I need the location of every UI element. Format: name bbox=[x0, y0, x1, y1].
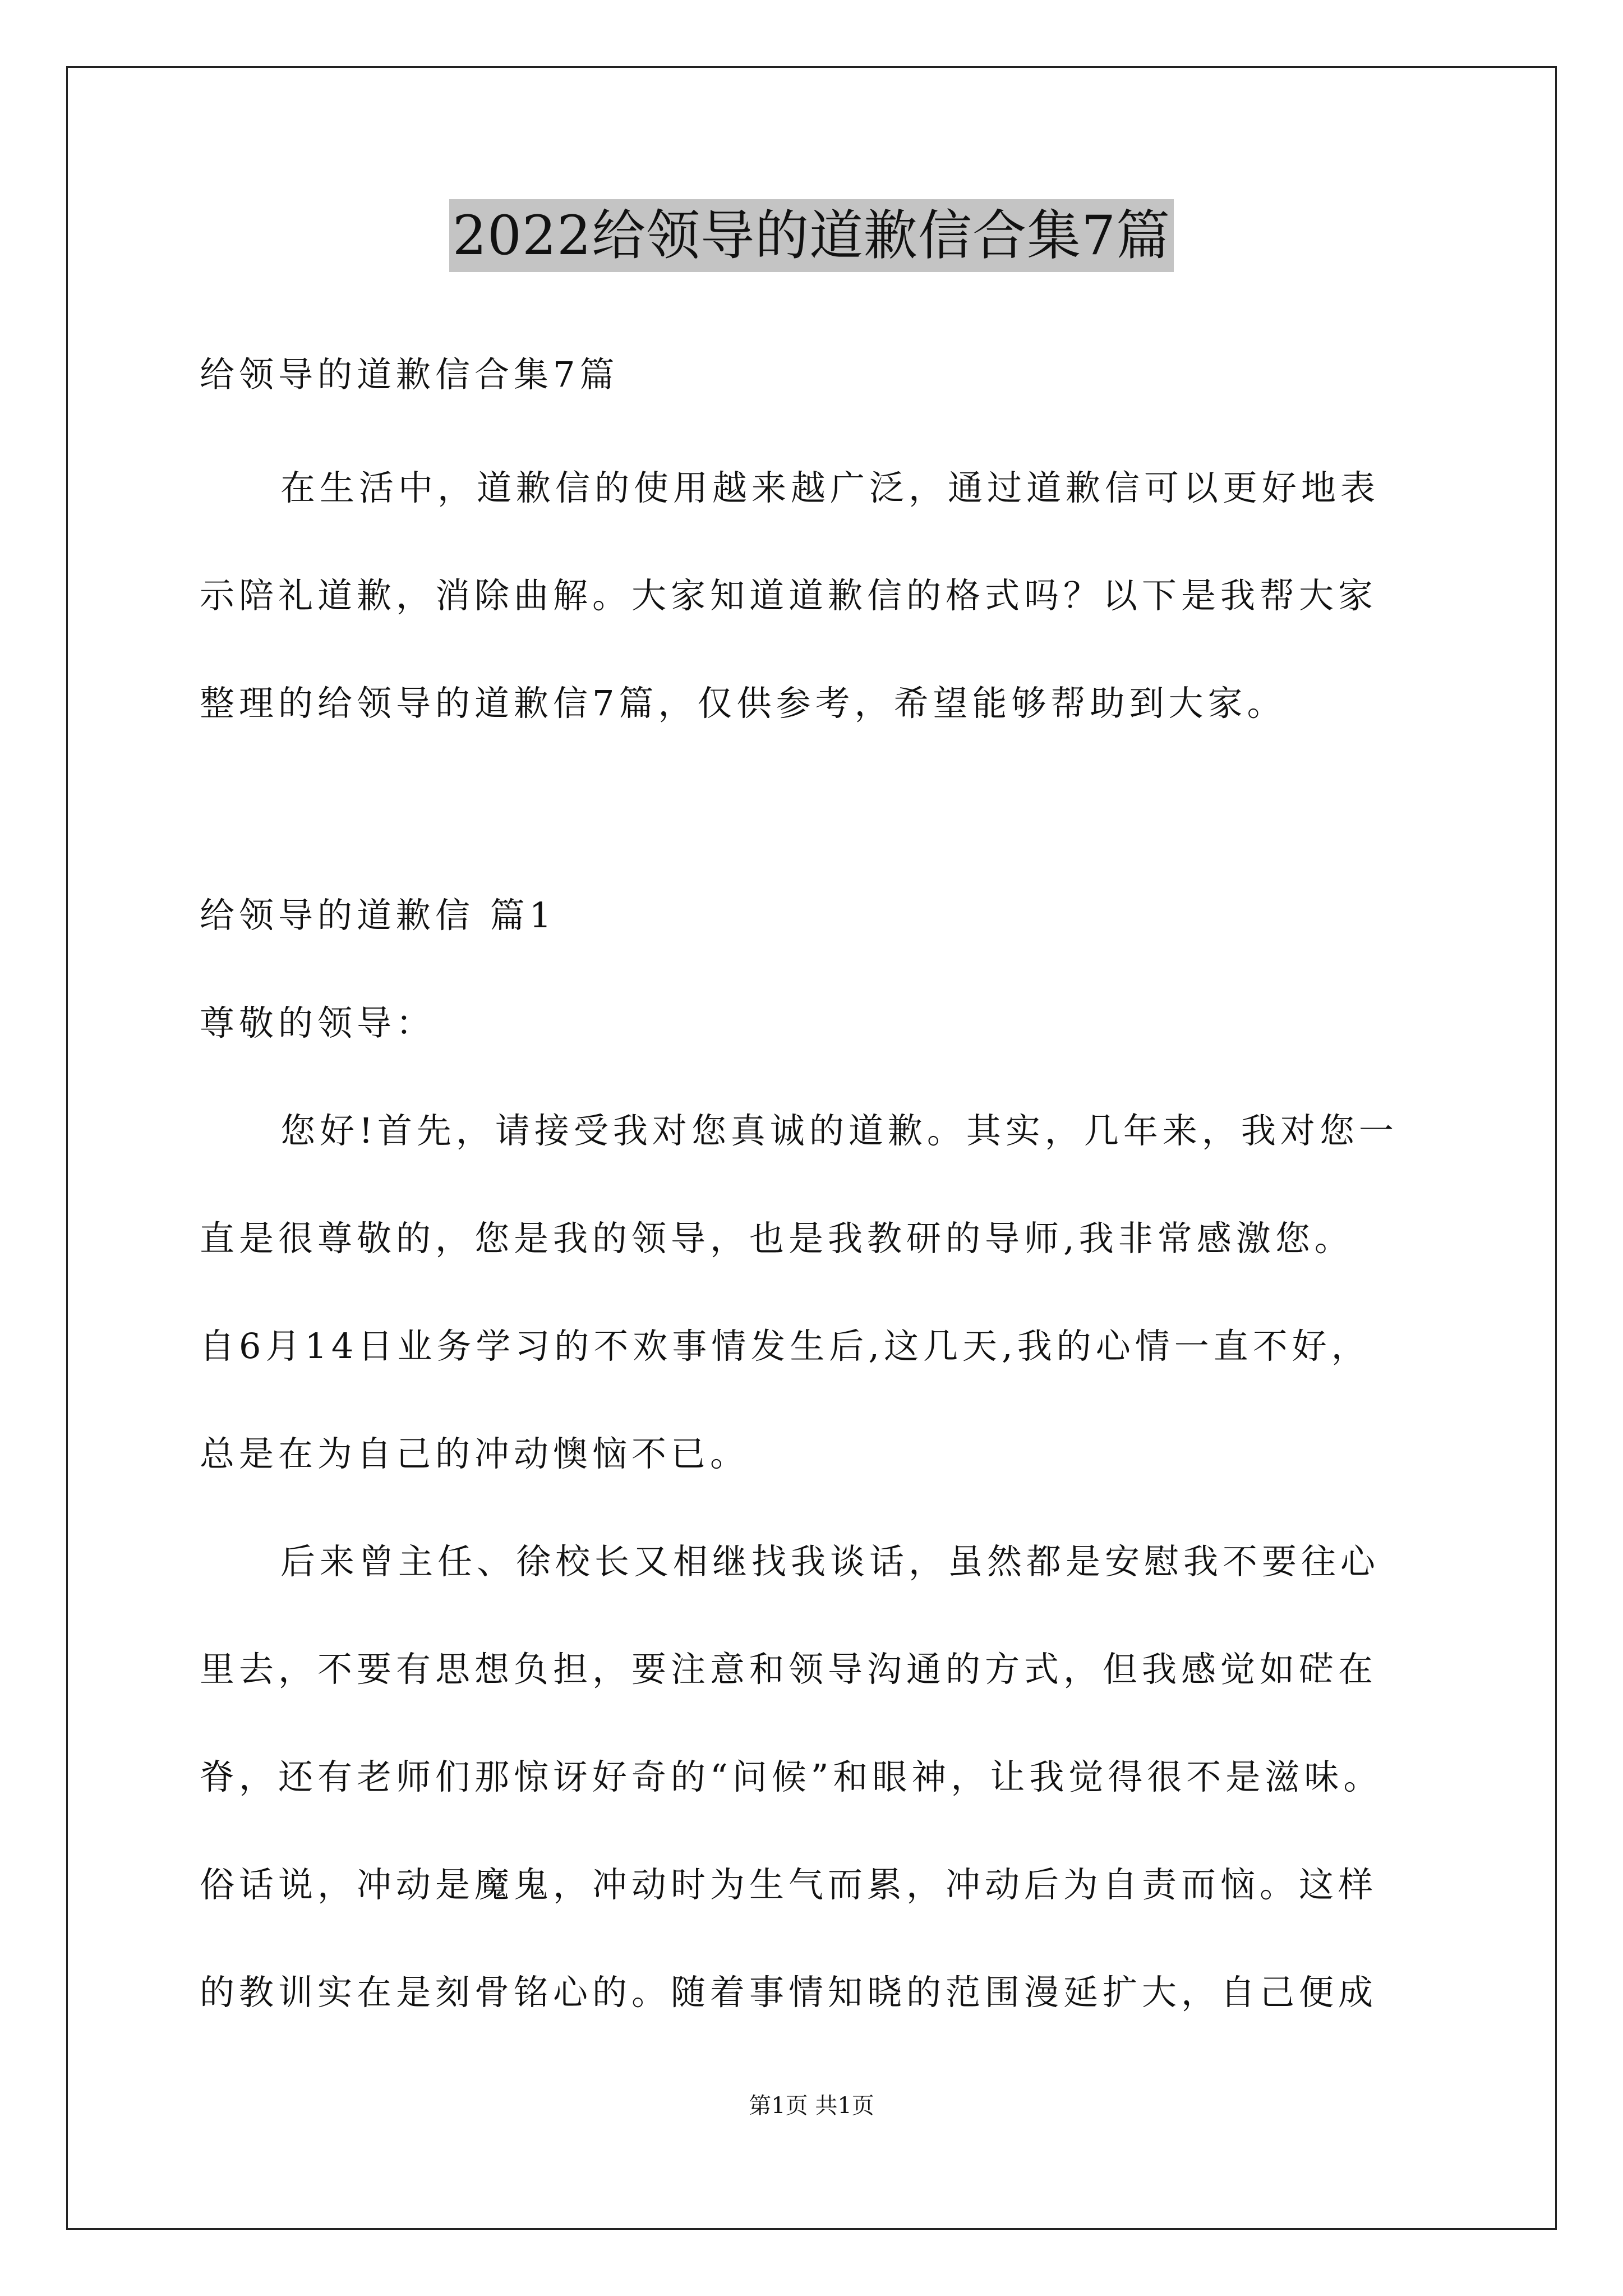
section-heading: 给领导的道歉信 篇1 bbox=[200, 895, 556, 936]
intro-line-1: 在生活中，道歉信的使用越来越广泛，通过道歉信可以更好地表 bbox=[280, 467, 1380, 508]
paragraph1-line-2: 直是很尊敬的，您是我的领导，也是我教研的导师,我非常感激您。 bbox=[200, 1218, 1354, 1259]
intro-line-2: 示陪礼道歉，消除曲解。大家知道道歉信的格式吗？以下是我帮大家 bbox=[200, 575, 1378, 616]
paragraph1-line-4: 总是在为自己的冲动懊恼不已。 bbox=[200, 1433, 750, 1474]
document-title: 2022给领导的道歉信合集7篇 bbox=[449, 199, 1174, 272]
paragraph1-line-3: 自6月14日业务学习的不欢事情发生后,这几天,我的心情一直不好， bbox=[200, 1326, 1371, 1366]
paragraph2-line-3: 脊，还有老师们那惊讶好奇的“问候”和眼神，让我觉得很不是滋味。 bbox=[200, 1756, 1383, 1797]
paragraph1-line-1: 您好!首先，请接受我对您真诚的道歉。其实，几年来，我对您一 bbox=[280, 1110, 1398, 1151]
page-footer: 第1页 共1页 bbox=[749, 2093, 874, 2119]
paragraph2-line-2: 里去，不要有思想负担，要注意和领导沟通的方式，但我感觉如硭在 bbox=[200, 1649, 1378, 1690]
paragraph2-line-5: 的教训实在是刻骨铭心的。随着事情知晓的范围漫延扩大，自己便成 bbox=[200, 1972, 1378, 2013]
salutation: 尊敬的领导： bbox=[200, 1002, 436, 1043]
intro-line-3: 整理的给领导的道歉信7篇，仅供参考，希望能够帮助到大家。 bbox=[200, 683, 1287, 724]
title-container bbox=[0, 199, 1623, 272]
paragraph2-line-4: 俗话说，冲动是魔鬼，冲动时为生气而累，冲动后为自责而恼。这样 bbox=[200, 1864, 1378, 1905]
paragraph2-line-1: 后来曾主任、徐校长又相继找我谈话，虽然都是安慰我不要往心 bbox=[280, 1541, 1380, 1582]
subtitle: 给领导的道歉信合集7篇 bbox=[200, 354, 619, 395]
